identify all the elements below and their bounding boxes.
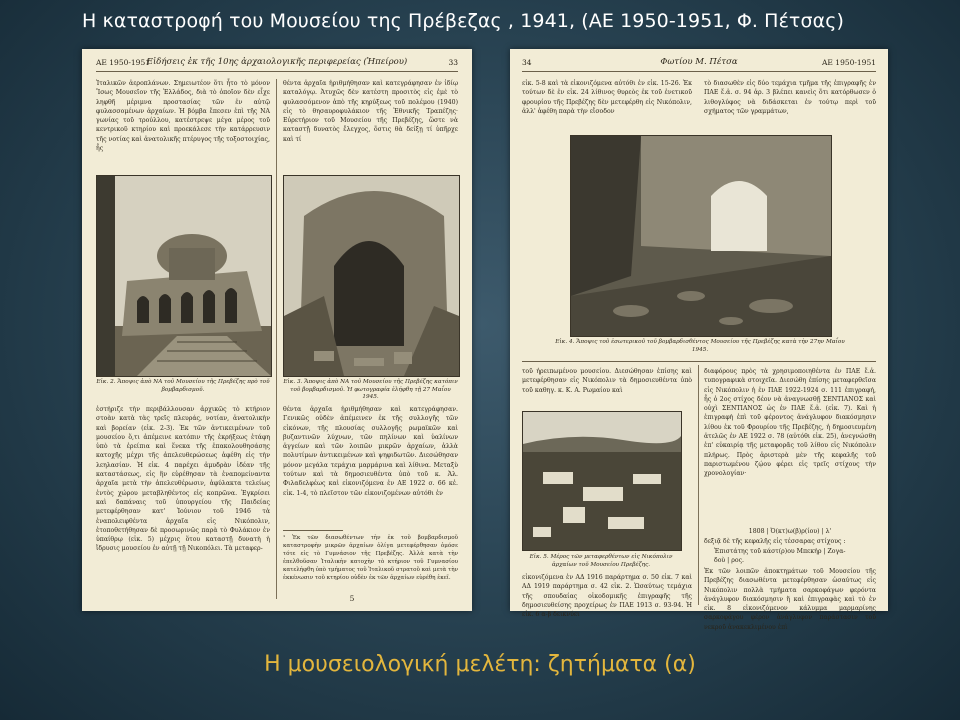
transferred-antiquities-photo xyxy=(522,411,682,551)
slide-title: Η καταστροφή του Μουσείου της Πρέβεζας , 1941, (ΑΕ 1950-1951, Φ. Πέτσας) xyxy=(82,10,845,32)
text-column: εἰκονιζόμενα ἐν ΑΔ 1916 παράρτημα σ. 50 εἰκ. 7 καὶ ΑΔ 1919 παράρτημα σ. 42 εἰκ. 2. Ὡσαύτως τεμάχια τῆς σπουδαίας οἰκοδομικῆς ἐπιγραφῆς τῆς δημοσιευθείσης προχείρως ἐν ΠΑΕ 1913 σ. 93-94. Ἡ εἰκ. 6 α-β δεικνύει xyxy=(522,574,692,619)
figure-caption: Εἰκ. 2. Ἄποψις ἀπὸ ΝΑ τοῦ Μουσείου τῆς Πρεβέζης πρὸ τοῦ βομβαρδισμοῦ. xyxy=(96,379,270,393)
museum-photo-after xyxy=(283,175,460,377)
ruined-building-drawing xyxy=(284,176,459,376)
column-divider xyxy=(276,79,277,599)
text-column: Ἐκ τῶν λοιπῶν ἀποκτημάτων τοῦ Μουσείου τῆς Πρεβέζης διασωθέντα μετεφέρθησαν ὡσαύτως εἰς Νικόπολιν πολλὰ τμήματα σαρκοφάγων φερόντα ἀνάγλυφον διακόσμησιν ἢ καὶ ἐπιγραφὰς καὶ τὸ ἐν εἰκ. 8 εἰκονιζόμενον κάλυμμα μαρμαρίνης σαρκοφάγου φέρον ἀνάγλυφον παράστασιν τοῦ νεκροῦ ἀνακεκλιμένου ἐπὶ xyxy=(704,568,876,631)
text-column: τὸ διασωθὲν εἰς δύο τεμάχια τμῆμα τῆς ἐπιγραφῆς ἐν ΠΑΕ ἔ.ἀ. σ. 94 ἀρ. 3 βλέπει κανεὶς ὅτι κατόρθωσεν ὁ λιθογλύφος νὰ διδάσκεται ἐν τούτῳ περὶ τοῦ σχήματος τῶν γραμμάτων, xyxy=(704,80,876,115)
journal-page-right xyxy=(510,49,888,631)
text-column: Ἰταλικῶν ἀεροπλάνων. Σημειωτέον ὅτι ἦτο τὸ μόνον Ἴσως Μουσεῖον τῆς Ἑλλάδος, διὰ τὸ ὁποῖον δὲν εἶχε ληφθῆ μέριμνα προστασίας τῶν ἐν αὐτῷ φυλασσομένων ἀρχαίων. Ἡ βόμβα ἔπεσεν ἐπὶ τῆς ΝΑ γωνίας τοῦ τρούλλου, κατέστρεψε μέγα μέρος τοῦ κεντρικοῦ κτηρίου καὶ προεκάλεσε τὴν κατάρρευσιν τῆς νοτίας καὶ ἀνατολικῆς πτέρυγος τῆς τοξοστοιχίας, ἧς xyxy=(96,80,270,153)
header-right: 33 xyxy=(448,58,458,67)
footnote-rule xyxy=(283,530,343,531)
text-column: ἐστήριζε τὴν περιβάλλουσαν ἀρχικῶς τὸ κτήριον στοὰν κατὰ τὰς τρεῖς πλευράς, νοτίαν, ἀνατολικὴν καὶ βορείαν (εἰκ. 2-3). Ἐκ τῶν ἀντικειμένων τοῦ μουσείου ὅ,τι ἀπέμεινε κατόπιν τῆς ἐκρήξεως ἐτάφη ὑπὸ τὰ ἐρείπια καὶ ἕνεκα τῆς ἐπακολουθησάσης κατοχῆς μέχρι τῆς ἀπελευθερώσεως ἀφέθη εἰς τὴν λεηλασίαν. Ἡ εἰκ. 4 παρέχει ἀμυδρὰν ἰδέαν τῆς καταστάσεως, εἰς ἣν εὑρέθησαν τὰ ἐναπομείναντα ἀρχαῖα μετὰ τὴν ἀπελευθέρωσιν, ἀφύλακτα τελείως ἐντὸς χώρου μεταβληθέντος εἰς κοπρῶνα. Ἐγκρίσει καὶ δαπάναις τοῦ ὑπουργείου τῆς Παιδείας μετεφέρθησαν κατ' Ἰούνιον τοῦ 1946 τὰ ἐναπολειφθέντα ἀρχαῖα εἰς Νικόπολιν, ἐτοποθετήθησαν δὲ προσωρινῶς παρὰ τὸ Φυλάκιον ἐν ὑπαίθρῳ (εἰκ. 5) μέχρις ὅτου καταστῇ δυνατὴ ἡ ἵδρυσις μουσείου ἐν αὐτῇ τῇ Νικοπόλει. Τὰ μεταφερ- xyxy=(96,406,270,553)
museum-interior-photo xyxy=(570,135,832,337)
column-divider xyxy=(698,365,699,605)
museum-photo-before xyxy=(96,175,272,377)
header-left: 34 xyxy=(522,58,532,67)
header-center: Φωτίου Μ. Πέτσα xyxy=(660,57,738,67)
section-rule xyxy=(522,361,876,362)
journal-page-left xyxy=(82,49,472,611)
text-column: δεξιᾷ δὲ τῆς κεφαλῆς εἰς τέσσαρας στίχους : xyxy=(704,538,846,545)
interior-ruins-drawing xyxy=(571,136,831,336)
header-center: Εἰδήσεις ἐκ τῆς 10ης ἀρχαιολογικῆς περιφερείας (Ἠπείρου) xyxy=(146,57,408,67)
text-column: διαφόρους πρὸς τὰ χρησιμοποιηθέντα ἐν ΠΑΕ ἔ.ἀ. τυπογραφικὰ στοιχεῖα. Διεσώθη ἐπίσης μεταφερθεῖσα εἰς Νικόπολιν ἡ ἐν ΠΑΕ 1922-1924 σ. 111 ἐπιγραφή, ἧς ὁ 2ος στίχος δέον νὰ ἀναγνωσθῇ ΣΕΝΤΙΑΝΟΣ καὶ οὐχὶ ΣΕΝΤΙΑΝΟΣ ὡς ἐν ΠΑΕ ἔ.ἀ. (εἰκ. 7). Καὶ ἡ ἐπιγραφὴ ἐπὶ τοῦ φέροντος ἀνάγλυφον διακόσμησιν λίθου ἐκ τοῦ Φρουρίου τῆς Πρεβέζης, ἡ δημοσιευμένη ἀτελῶς ἐν ΑΕ 1922 σ. 78 (αὐτόθι εἰκ. 25), ἀνεγνώσθη ἐπ' εὐκαιρίᾳ τῆς μεταφορᾶς τοῦ λίθου εἰς Νικόπολιν πλήρως. Πρὸς ἀριστερὰ μὲν τῆς κεφαλῆς τοῦ παριστωμένου ζῴου φέρει εἰς τρεῖς στίχους τὴν χρονολογίαν· xyxy=(704,368,876,478)
page-header xyxy=(522,57,876,72)
figure-caption: Εἰκ. 5. Μέρος τῶν μεταφερθέντων εἰς Νικόπολιν ἀρχαίων τοῦ Μουσείου Πρεβέζης. xyxy=(529,554,673,568)
page-number: 5 xyxy=(349,594,355,603)
text-column: εἰκ. 5-8 καὶ τὰ εἰκονιζόμενα αὐτόθι ἐν εἰκ. 15-26. Ἐκ τούτων δὲ ἐν εἰκ. 24 λίθινος θυρεὸς ἐκ τοῦ ἐνετικοῦ φρουρίου τῆς Πρεβέζης δὲν μετεφέρθη εἰς Νικόπολιν, ἀλλ' ἀφέθη παρὰ τὴν εἴσοδον xyxy=(522,80,692,115)
header-left: ΑΕ 1950-1951 xyxy=(96,58,150,67)
header-right: ΑΕ 1950-1951 xyxy=(822,58,876,67)
figure-caption: Εἰκ. 3. Ἄποψις ἀπὸ ΝΑ τοῦ Μουσείου τῆς Πρεβέζης κατόπιν τοῦ βομβαρδισμοῦ. Ἡ φωτογραφία ἐλήφθη τῇ 27 Μαΐου 1945. xyxy=(283,379,458,401)
inscription-line: 1808 | Ὀ(κτ)ω(β)ρ(ίου) | λ' xyxy=(748,528,832,535)
figure-caption: Εἰκ. 4. Ἄποψις τοῦ ἐσωτερικοῦ τοῦ βομβαρδισθέντος Μουσείου τῆς Πρεβέζης κατὰ τὴν 27ην Μαΐου 1945. xyxy=(555,339,845,353)
inscription-line: Ἐπιστάτης τοῦ κάστ(ρ)ου Μπεκήρ | Ζογα- xyxy=(714,548,846,555)
text-column: τοῦ ἠρειπωμένου μουσείου. Διεσώθησαν ἐπίσης καὶ μετεφέρθησαν εἰς Νικόπολιν τὰ δημοσιευθέντα ὑπὸ τοῦ καθηγ. κ. Κ. Α. Ρωμαίου καὶ xyxy=(522,368,692,394)
text-column: θέντα ἀρχαῖα ἠριθμήθησαν καὶ κατεγράφησαν. Γενικῶς οὐδὲν ἀπέμεινεν ἐκ τῆς συλλογῆς τῶν εἰκόνων, τῆς πλουσίας συλλογῆς ρωμαϊκῶν καὶ βυζαντινῶν λύχνων, τῶν πηλίνων καὶ ὑαλίνων ἀγγείων καὶ τῶν λοιπῶν μικρῶν ἀρχαίων, ἀλλὰ πολυτίμων ἀντικειμένων καὶ ψηφιδωτῶν. Διεσώθησαν μόνον μεγάλα τεμάχια μαρμάρινα καὶ λίθινα. Μεταξὺ τούτων καὶ τὰ δημοσιευθέντα ὑπὸ τοῦ κ. Ἀλ. Φιλαδελφέως καὶ εἰκονιζόμενα ἐν ΑΕ 1922 σ. 66 κἑ. εἰκ. 1-4, τὸ πλεῖστον τῶν εἰκονιζομένων αὐτόθι ἐν xyxy=(283,406,458,497)
inscription-line: δοὺ | ρος. xyxy=(714,557,745,564)
museum-building-drawing xyxy=(97,176,271,376)
page-header xyxy=(96,57,458,72)
text-column: θέντα ἀρχαῖα ἠριθμήθησαν καὶ κατεγράφησαν ἐν ἰδίῳ καταλόγῳ. Ἀτυχῶς δὲν κατέστη προσιτὸς εἰς ἐμὲ τὸ φυλασσόμενον ἀπὸ τῆς κηρύξεως τοῦ πολέμου (1940) εἰς τὸ θησαυροφυλάκιον τῆς Ἐθνικῆς Τραπέζης· Εὑρετήριον τοῦ Μουσείου τῆς Πρεβέζης, ὥστε νὰ καταστῇ δυνατὸς ἔλεγχος, ὅστις θὰ δείξῃ τί ὑπῆρχε καὶ τί xyxy=(283,80,458,143)
antiquities-field-drawing xyxy=(523,412,681,550)
footnote: ¹ Ἐκ τῶν διασωθέντων τὴν ἐκ τοῦ βομβαρδισμοῦ καταστροφὴν μικρῶν ἀρχαίων ὀλίγα μετεφέρθησαν ὁμόσε τότε εἰς τὸ Γυμνάσιον τῆς Πρεβέζης. Ἀλλὰ κατὰ τὴν ἐπελθοῦσαν Ἰταλικὴν κατοχὴν τὸ κτήριον τοῦ Γυμνασίου κατελήφθη ὑπὸ τμήματος τοῦ Ἰταλικοῦ στρατοῦ καὶ μετὰ τὴν ἐκκένωσιν τοῦ κτηρίου οὐδὲν ἐκ τῶν ἀρχαίων εὑρέθη ἐκεῖ. xyxy=(283,535,458,581)
slide-subtitle: Η μουσειολογική μελέτη: ζητήματα (α) xyxy=(264,652,696,677)
